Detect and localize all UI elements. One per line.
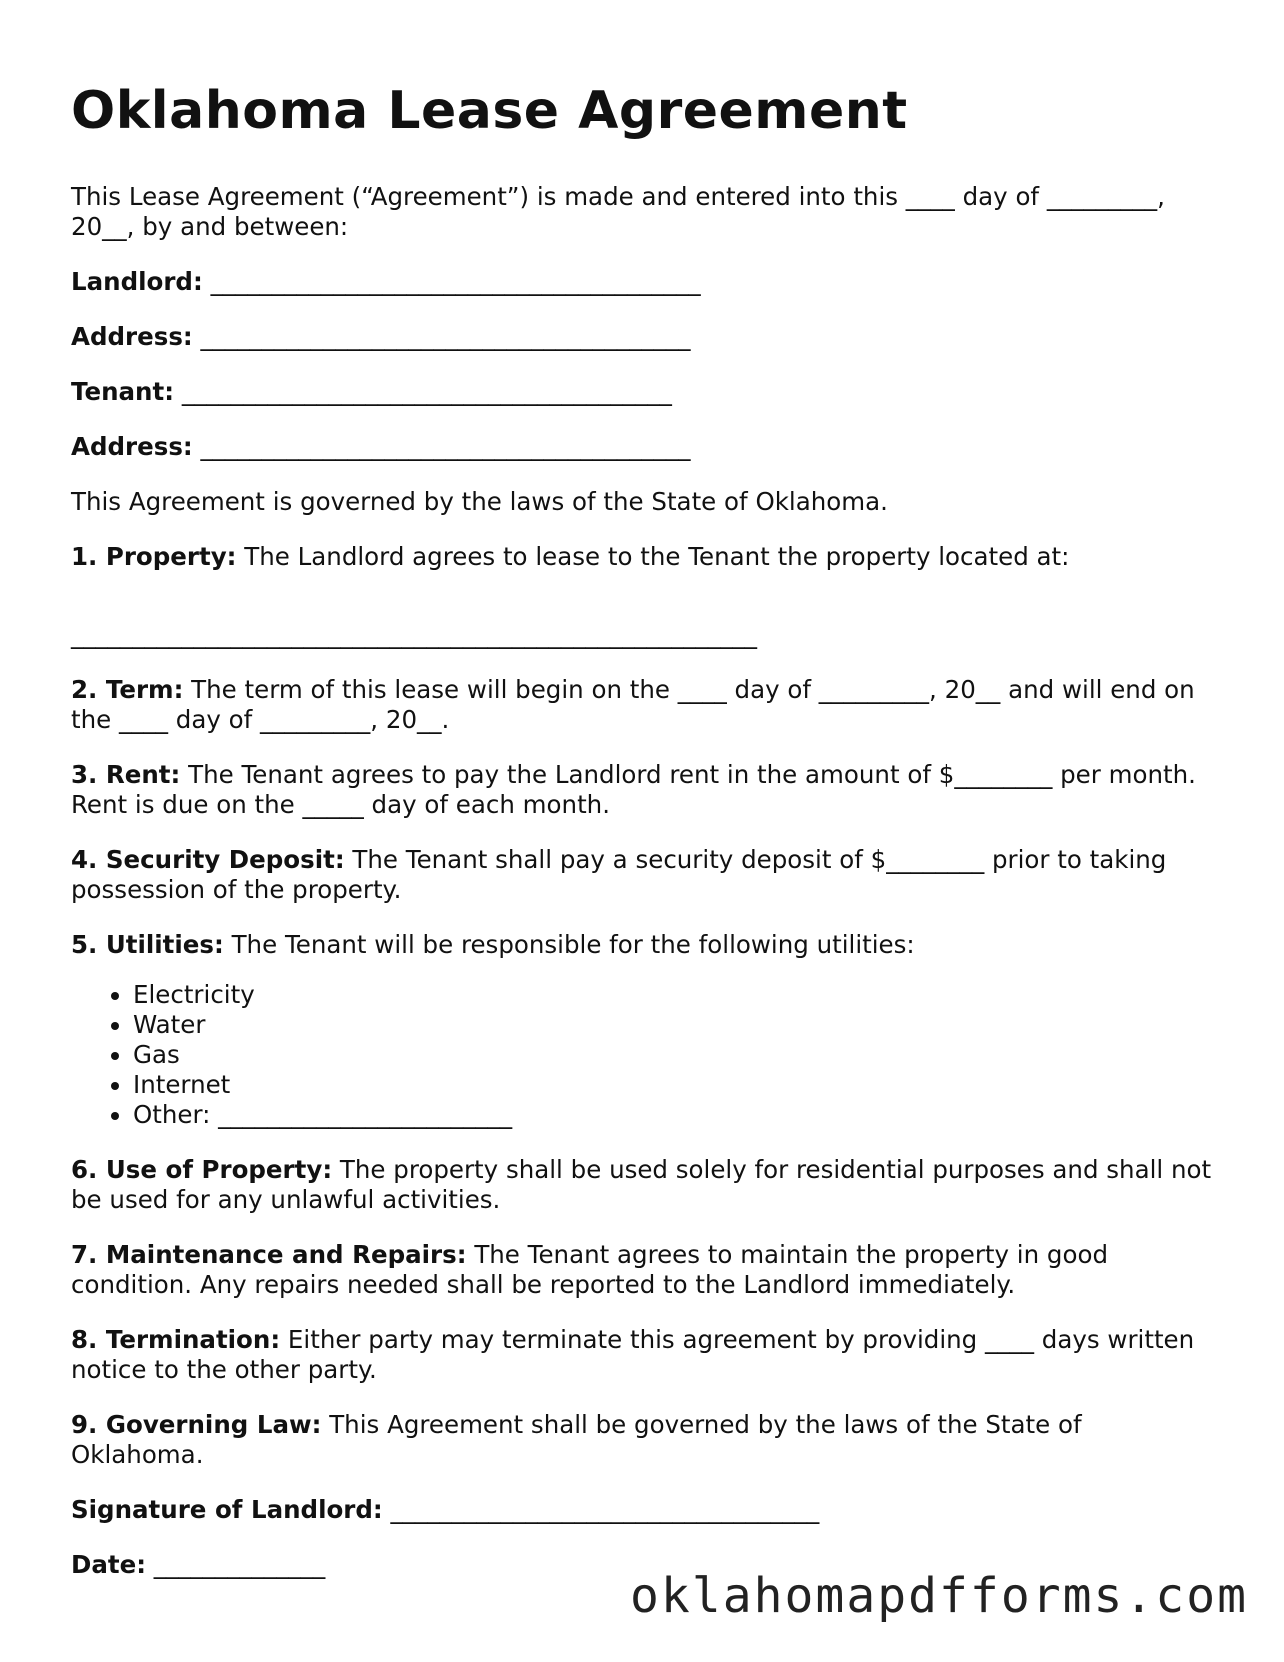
signature-blank: ___________________________________: [390, 1494, 820, 1524]
watermark: oklahomapdfforms.com: [630, 1568, 1248, 1624]
list-item: • Internet: [133, 1070, 1221, 1100]
landlord-address-field: [71, 322, 1221, 352]
section-utilities-text: The Tenant will be responsible for the following utilities:: [231, 929, 915, 959]
section-utilities: [71, 930, 1221, 960]
lease-document: [71, 82, 1221, 1605]
list-item: • Gas: [133, 1040, 1221, 1070]
section-maintenance: [71, 1240, 1221, 1300]
section-term-label: 2. Term:: [71, 674, 184, 704]
landlord-blank: ________________________________________: [210, 266, 701, 296]
date-blank: ______________: [153, 1549, 326, 1579]
landlord-address-blank: ________________________________________: [200, 321, 691, 351]
section-term-text: The term of this lease will begin on the ____ day of _________, 20__ and will end on the ____ day of _________, 20__.: [71, 674, 1195, 734]
section-law: [71, 1410, 1221, 1470]
section-deposit: [71, 845, 1221, 905]
section-use-label: 6. Use of Property:: [71, 1154, 333, 1184]
section-utilities-label: 5. Utilities:: [71, 929, 224, 959]
section-termination: [71, 1325, 1221, 1385]
signature-label: Signature of Landlord:: [71, 1494, 383, 1524]
section-law-text: This Agreement shall be governed by the laws of the State of Oklahoma.: [71, 1409, 1082, 1469]
section-maintenance-text: The Tenant agrees to maintain the property in good condition. Any repairs needed shall be reported to the Landlord immediately.: [71, 1239, 1109, 1299]
date-label: Date:: [71, 1549, 146, 1579]
tenant-field: [71, 377, 1221, 407]
tenant-label: Tenant:: [71, 376, 175, 406]
section-deposit-text: The Tenant shall pay a security deposit of $________ prior to taking possession of the property.: [71, 844, 1167, 904]
property-address-blank: ________________________________________________________: [71, 619, 757, 649]
landlord-address-label: Address:: [71, 321, 193, 351]
tenant-address-blank: ________________________________________: [200, 431, 691, 461]
section-term: [71, 675, 1221, 735]
intro-paragraph: This Lease Agreement (“Agreement”) is made and entered into this ____ day of _________, 20__, by and between:: [71, 181, 1165, 241]
tenant-address-field: [71, 432, 1221, 462]
signature-field: [71, 1495, 1221, 1525]
section-deposit-label: 4. Security Deposit:: [71, 844, 345, 874]
section-use: [71, 1155, 1221, 1215]
section-maintenance-label: 7. Maintenance and Repairs:: [71, 1239, 467, 1269]
section-property-label: 1. Property:: [71, 541, 237, 571]
landlord-field: [71, 267, 1221, 297]
section-rent-text: The Tenant agrees to pay the Landlord rent in the amount of $________ per month. Rent is due on the _____ day of each month.: [71, 759, 1196, 819]
landlord-label: Landlord:: [71, 266, 203, 296]
list-item: • Water: [133, 1010, 1221, 1040]
section-rent: [71, 760, 1221, 820]
utilities-list: [71, 980, 1221, 1130]
section-law-label: 9. Governing Law:: [71, 1409, 322, 1439]
section-termination-text: Either party may terminate this agreement by providing ____ days written notice to the other party.: [71, 1324, 1195, 1384]
list-item: • Electricity: [133, 980, 1221, 1010]
section-termination-label: 8. Termination:: [71, 1324, 281, 1354]
section-use-text: The property shall be used solely for residential purposes and shall not be used for any unlawful activities.: [71, 1154, 1212, 1214]
governed-statement: This Agreement is governed by the laws of the State of Oklahoma.: [71, 486, 888, 516]
list-item: • Other: ________________________: [133, 1100, 1221, 1130]
tenant-blank: ________________________________________: [181, 376, 672, 406]
section-property-text: The Landlord agrees to lease to the Tenant the property located at:: [244, 541, 1070, 571]
document-title: Oklahoma Lease Agreement: [71, 81, 908, 141]
section-rent-label: 3. Rent:: [71, 759, 181, 789]
tenant-address-label: Address:: [71, 431, 193, 461]
section-property: [71, 542, 1221, 572]
